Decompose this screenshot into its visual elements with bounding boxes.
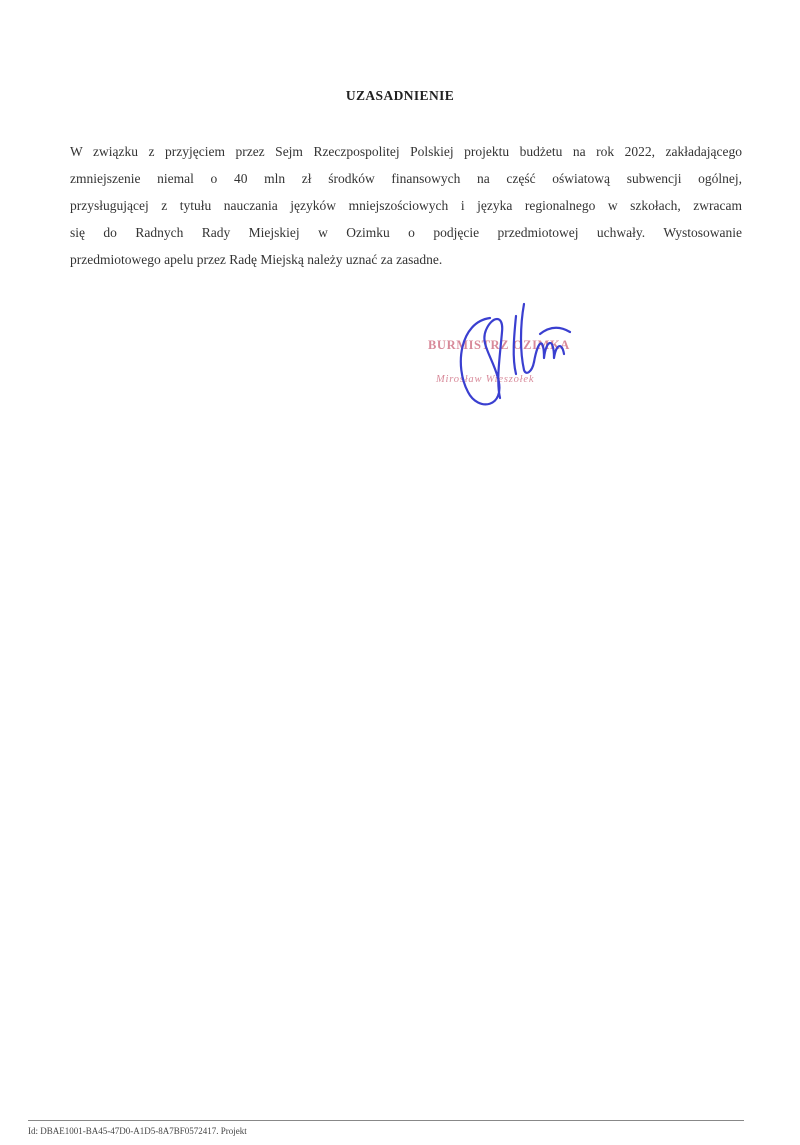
paragraph-line-4: się do Radnych Rady Miejskiej w Ozimku o podjęcie przedmiotowej uchwały. Wystosowanie — [70, 225, 742, 240]
justification-paragraph — [70, 138, 742, 273]
paragraph-line-2: zmniejszenie niemal o 40 mln zł środków finansowych na część oświatową subwencji ogólnej, — [70, 171, 742, 186]
footer-divider — [28, 1120, 744, 1121]
paragraph-line-1: W związku z przyjęciem przez Sejm Rzeczpospolitej Polskiej projektu budżetu na rok 2022, zakładającego — [70, 144, 742, 159]
paragraph-line-3: przysługującej z tytułu nauczania języków mniejszościowych i języka regionalnego w szkołach, zwracam — [70, 198, 742, 213]
stamp-name: Mirosław Wieszołek — [436, 374, 535, 385]
document-id-footer: Id: DBAE1001-BA45-47D0-A1D5-8A7BF0572417. Projekt — [28, 1126, 247, 1136]
mayor-stamp — [420, 296, 620, 416]
handwritten-signature — [420, 296, 620, 421]
stamp-title: BURMISTRZ OZIMKA — [428, 338, 570, 352]
paragraph-line-5: przedmiotowego apelu przez Radę Miejską należy uznać za zasadne. — [70, 252, 443, 267]
document-heading: UZASADNIENIE — [345, 88, 455, 103]
